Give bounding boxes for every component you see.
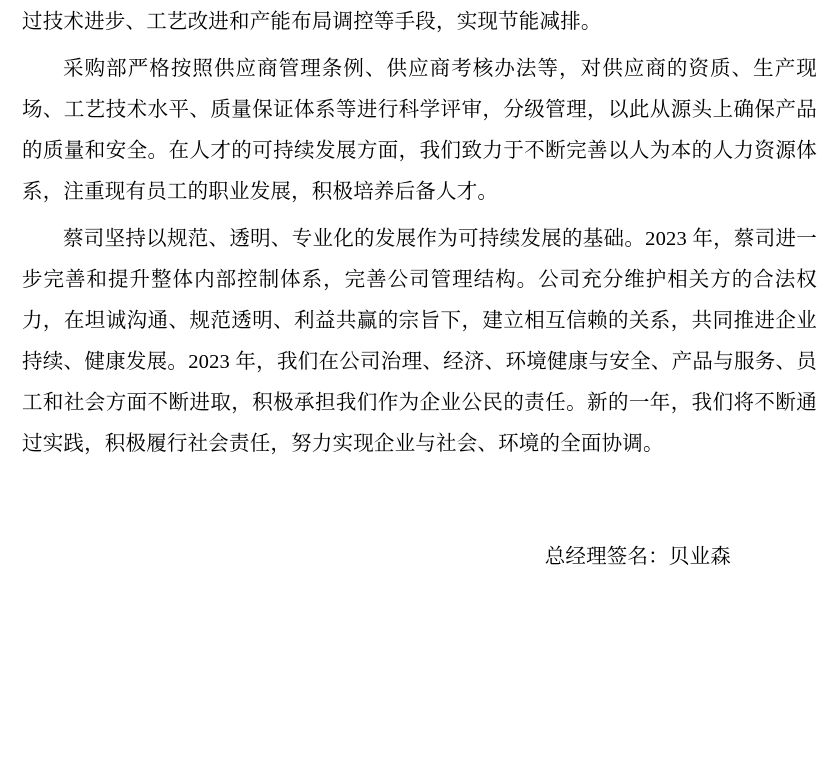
signature-block [22, 537, 817, 578]
document-body [22, 0, 817, 465]
paragraph-governance: 蔡司坚持以规范、透明、专业化的发展作为可持续发展的基础。2023 年，蔡司进一步完善和提升整体内部控制体系，完善公司管理结构。公司充分维护相关方的合法权力，在坦诚沟通、规范透明、利益共赢的宗旨下，建立相互信赖的关系，共同推进企业持续、健康发展。2023 年，我们在公司治理、经济、环境健康与安全、产品与服务、员工和社会方面不断进取，积极承担我们作为企业公民的责任。新的一年，我们将不断通过实践，积极履行社会责任，努力实现企业与社会、环境的全面协调。 [22, 228, 817, 455]
paragraph-procurement: 采购部严格按照供应商管理条例、供应商考核办法等，对供应商的资质、生产现场、工艺技术水平、质量保证体系等进行科学评审，分级管理，以此从源头上确保产品的质量和安全。在人才的可持续发展方面，我们致力于不断完善以人为本的人力资源体系，注重现有员工的职业发展，积极培养后备人才。 [22, 58, 817, 203]
page-bottom-margin [22, 578, 817, 698]
paragraph-energy-saving: 过技术进步、工艺改进和产能布局调控等手段，实现节能减排。 [22, 11, 602, 33]
general-manager-signature: 总经理签名：贝业森 [544, 546, 731, 568]
